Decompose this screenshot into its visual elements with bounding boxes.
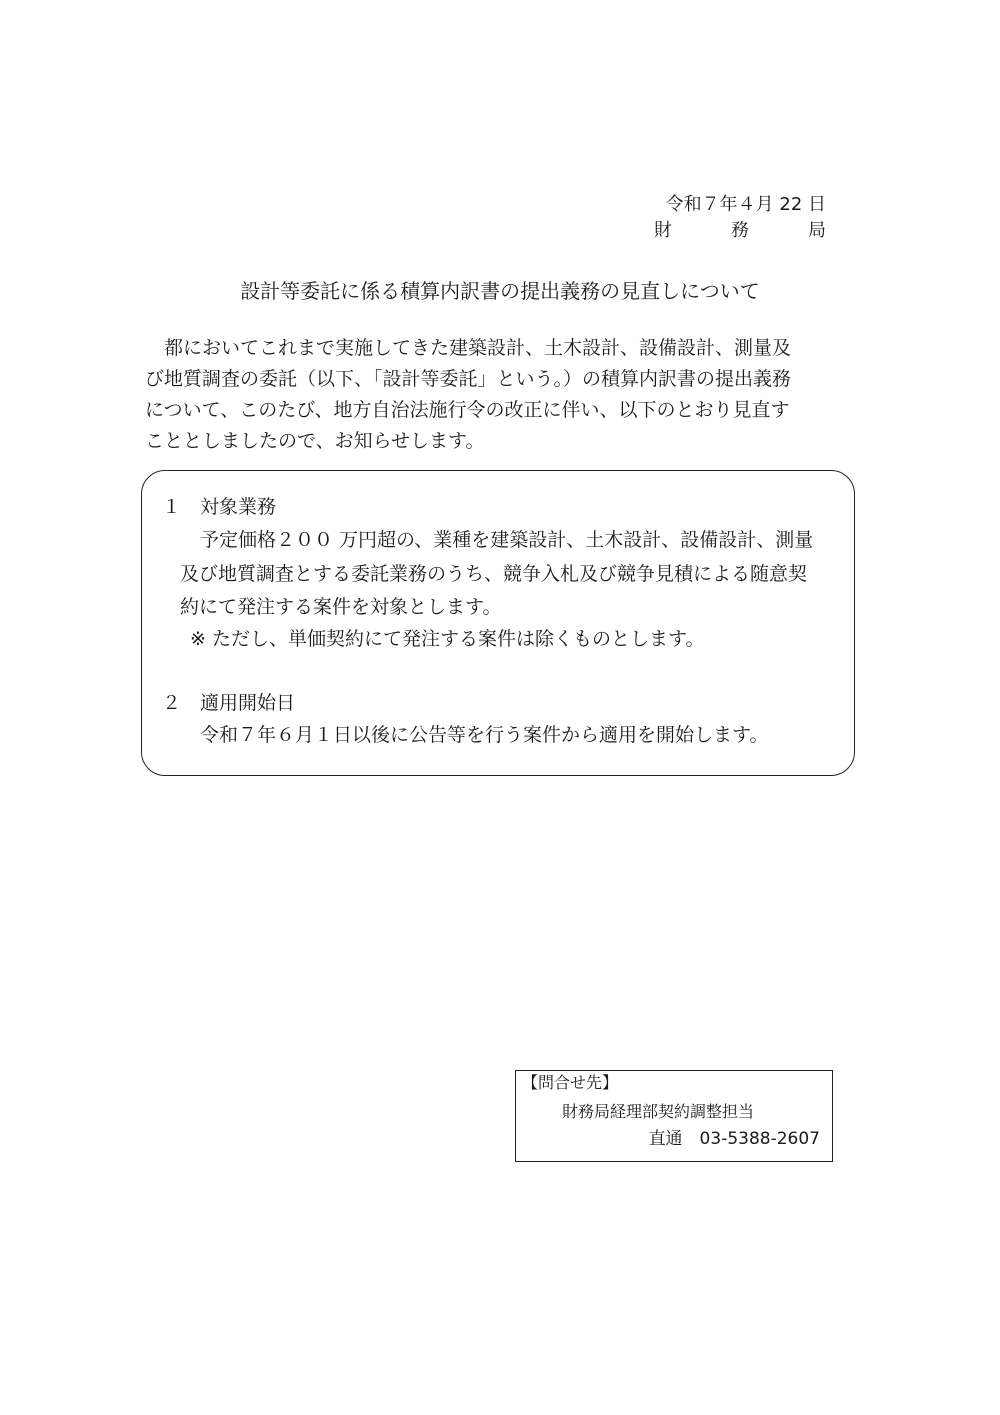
section-number: ２ xyxy=(162,692,182,714)
issuer-char: 務 xyxy=(731,220,749,241)
contact-department: 財務局経理部契約調整担当 xyxy=(562,1102,755,1121)
intro-paragraph xyxy=(145,333,835,457)
contact-label: 【問合せ先】 xyxy=(522,1073,619,1092)
section-text-line: 令和７年６月１日以後に公告等を行う案件から適用を開始します。 xyxy=(200,724,769,746)
section-title: 適用開始日 xyxy=(200,692,296,714)
date-block xyxy=(654,192,826,244)
section-text-line: 約にて発注する案件を対象とします。 xyxy=(180,596,502,618)
intro-line: び地質調査の委託（以下、「設計等委託」という。）の積算内訳書の提出義務 xyxy=(145,368,792,390)
intro-line: こととしましたので、お知らせします。 xyxy=(145,430,485,452)
section-note: ※ ただし、単価契約にて発注する案件は除くものとします。 xyxy=(190,628,705,650)
intro-line: 都においてこれまで実施してきた建築設計、土木設計、設備設計、測量及 xyxy=(164,337,792,359)
section-heading xyxy=(162,686,295,720)
issue-date: 令和７年４月 22 日 xyxy=(665,194,826,215)
intro-line: について、このたび、地方自治法施行令の改正に伴い、以下のとおり見直す xyxy=(145,399,790,421)
document-title: 設計等委託に係る積算内訳書の提出義務の見直しについて xyxy=(240,279,760,303)
section-title: 対象業務 xyxy=(200,496,277,518)
details-box xyxy=(141,470,855,776)
issuer-char: 財 xyxy=(654,220,672,241)
issuer xyxy=(654,218,826,244)
section-text-line: 予定価格２００ 万円超の、業種を建築設計、土木設計、設備設計、測量 xyxy=(200,529,814,551)
section-heading xyxy=(162,490,276,524)
section-number: １ xyxy=(162,496,182,518)
contact-box xyxy=(515,1070,833,1162)
section-text-line: 及び地質調査とする委託業務のうち、競争入札及び競争見積による随意契 xyxy=(180,563,808,585)
contact-phone: 直通 03-5388-2607 xyxy=(648,1129,820,1149)
issuer-char: 局 xyxy=(808,220,826,241)
